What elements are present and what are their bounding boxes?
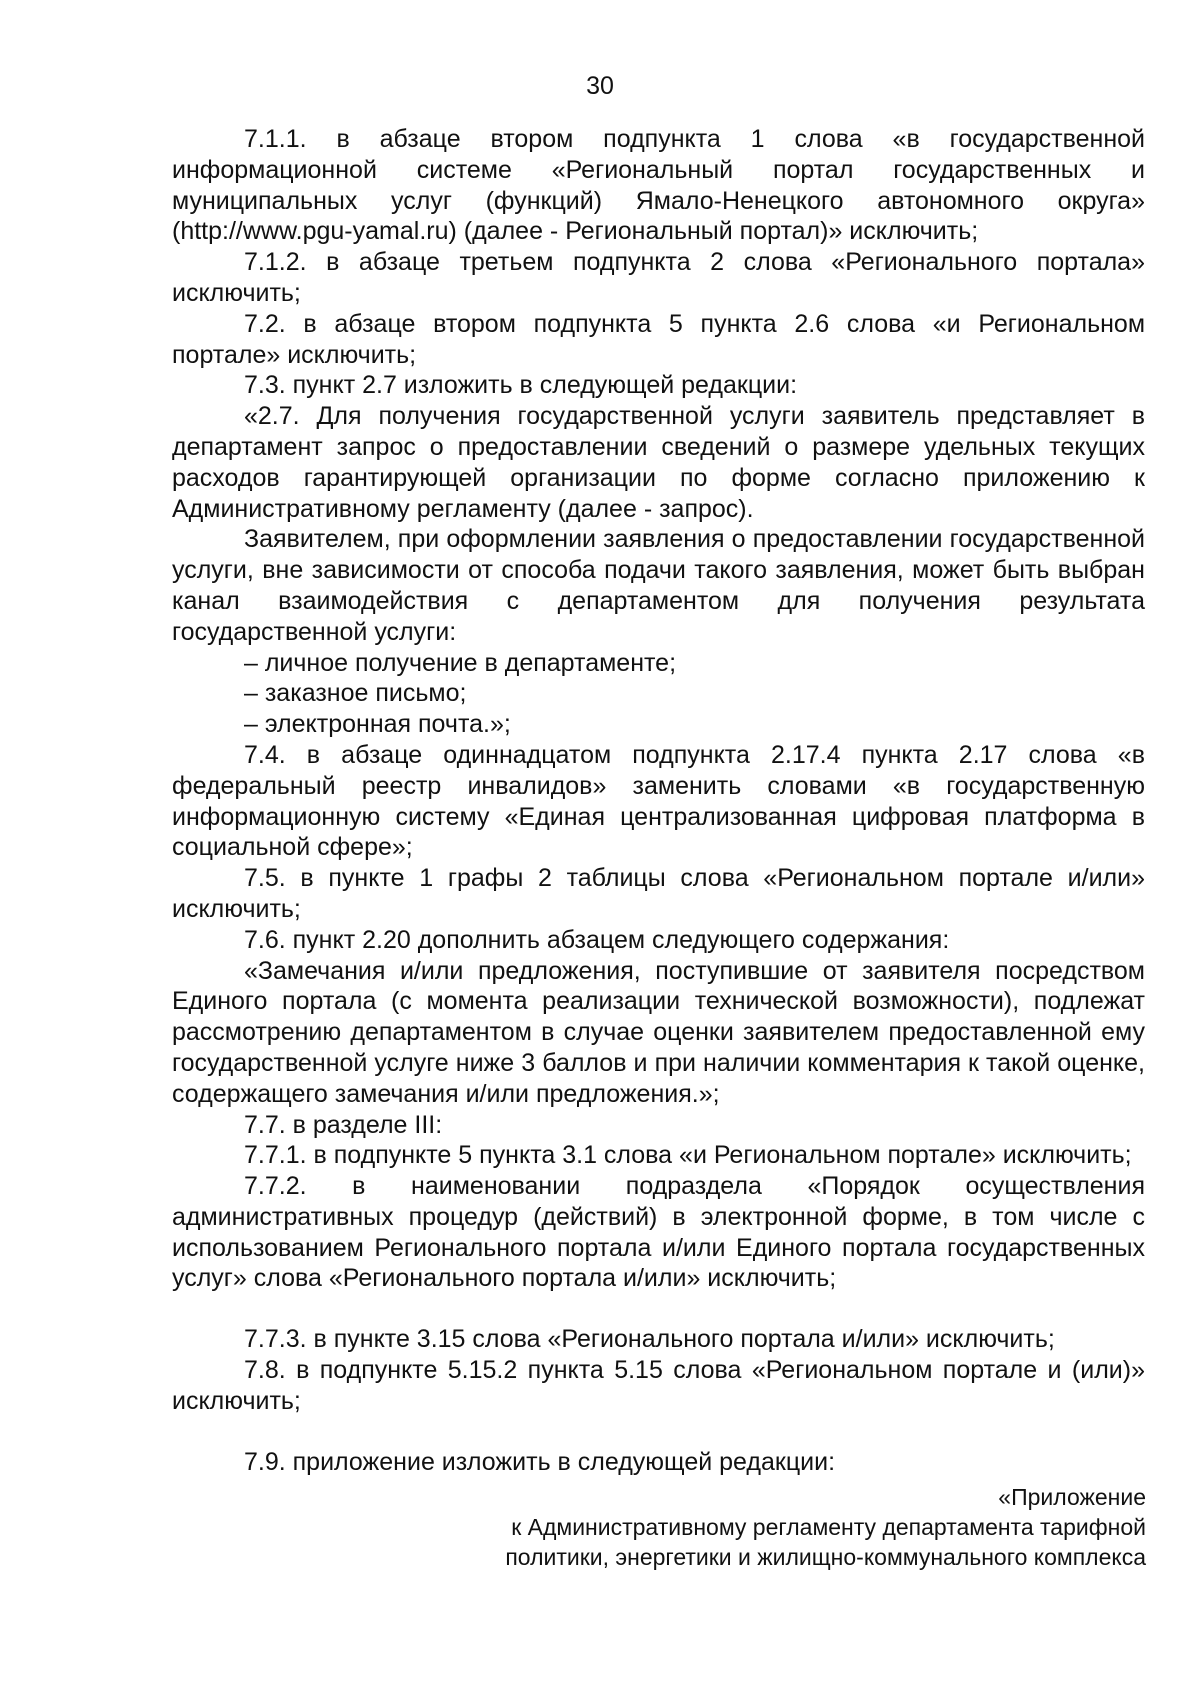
paragraph: 7.3. пункт 2.7 изложить в следующей редакции: (244, 371, 798, 400)
paragraph: 7.5. в пункте 1 графы 2 таблицы слова «Региональном портале и/или» исключить; (172, 864, 1145, 923)
paragraph: 7.1.1. в абзаце втором подпункта 1 слова «в государственной информационной системе «Региональный портал государственных и муниципальных услуг (функций) Ямало-Ненецкого автономного округа» (http://www.pgu-yamal.ru) (далее - Региональный портал)» исключить; (172, 125, 1145, 246)
list-item: – электронная почта.»; (244, 710, 511, 739)
appendix-line: «Приложение (998, 1484, 1146, 1510)
spacer (172, 1417, 1145, 1447)
paragraph: 7.8. в подпункте 5.15.2 пункта 5.15 слова «Региональном портале и (или)» исключить; (172, 1356, 1145, 1415)
appendix-header (446, 1482, 1146, 1572)
paragraph: 7.2. в абзаце втором подпункта 5 пункта 2.6 слова «и Региональном портале» исключить; (172, 309, 1145, 369)
document-body (172, 124, 1145, 1477)
paragraph: Заявителем, при оформлении заявления о предоставлении государственной услуги, вне зависимости от способа подачи такого заявления, может быть выбран канал взаимодействия с департаментом для получения результата государственной услуги: (172, 525, 1145, 646)
spacer (172, 1294, 1145, 1324)
paragraph: 7.6. пункт 2.20 дополнить абзацем следующего содержания: (244, 925, 950, 954)
paragraph: «Замечания и/или предложения, поступившие от заявителя посредством Единого портала (с момента реализации технической возможности), подлежат рассмотрению департаментом в случае оценки заявителем предоставленной ему государственной услуге ниже 3 баллов и при наличии комментария к такой оценке, содержащего замечания и/или предложения.»; (172, 956, 1145, 1108)
page-number: 30 (586, 72, 614, 100)
list-item: – личное получение в департаменте; (244, 648, 677, 677)
appendix-line: к Административному регламенту департамента тарифной (511, 1514, 1146, 1540)
paragraph: 7.1.2. в абзаце третьем подпункта 2 слова «Регионального портала» исключить; (172, 248, 1145, 307)
paragraph: 7.9. приложение изложить в следующей редакции: (244, 1447, 836, 1476)
paragraph: «2.7. Для получения государственной услуги заявитель представляет в департамент запрос о предоставлении сведений о размере удельных текущих расходов гарантирующей организации по форме согласно приложению к Административному регламенту (далее - запрос). (172, 402, 1145, 523)
paragraph: 7.7.3. в пункте 3.15 слова «Регионального портала и/или» исключить; (244, 1325, 1055, 1354)
list-item: – заказное письмо; (244, 679, 467, 708)
paragraph: 7.7. в разделе III: (244, 1110, 443, 1139)
paragraph: 7.7.1. в подпункте 5 пункта 3.1 слова «и Региональном портале» исключить; (244, 1141, 1132, 1170)
paragraph: 7.7.2. в наименовании подраздела «Порядок осуществления административных процедур (действий) в электронной форме, в том числе с использованием Регионального портала и/или Единого портала государственных услуг» слова «Регионального портала и/или» исключить; (172, 1172, 1145, 1293)
appendix-line: политики, энергетики и жилищно-коммунального комплекса (505, 1544, 1146, 1570)
paragraph: 7.4. в абзаце одиннадцатом подпункта 2.17.4 пункта 2.17 слова «в федеральный реестр инвалидов» заменить словами «в государственную информационную систему «Единая централизованная цифровая платформа в социальной сфере»; (172, 740, 1145, 862)
